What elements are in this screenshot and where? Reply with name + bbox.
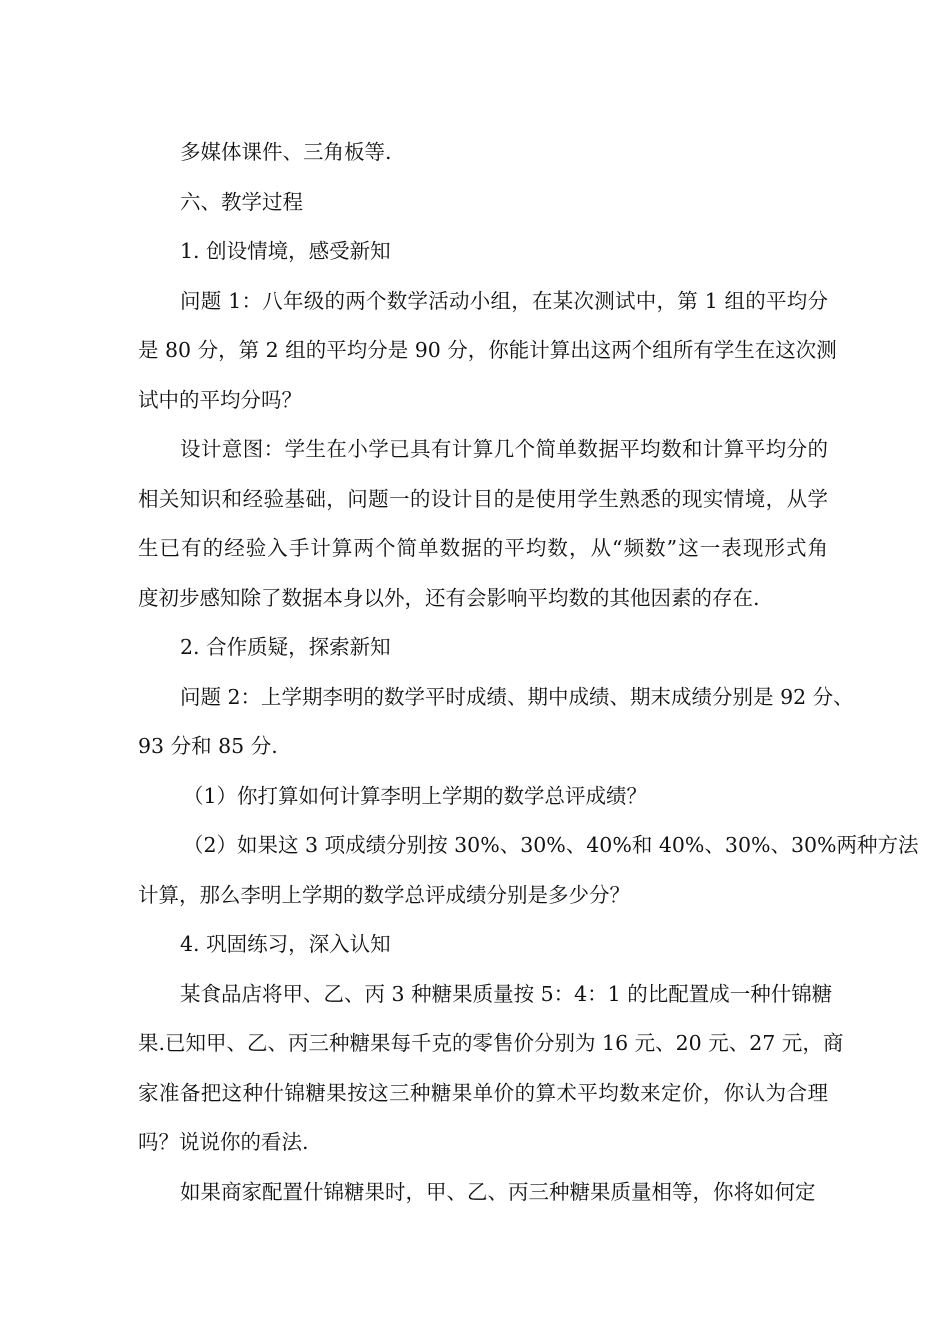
design-intent-line-2: 相关知识和经验基础，问题一的设计目的是使用学生熟悉的现实情境，从学: [138, 486, 828, 511]
subsection-heading-2: 2. 合作质疑，探索新知: [180, 635, 391, 659]
section-heading-teaching-process: 六、教学过程: [180, 189, 303, 214]
question-2-part-2-line-2: 计算，那么李明上学期的数学总评成绩分别是多少分？: [138, 882, 630, 907]
exercise-line-1: 某食品店将甲、乙、丙 3 种糖果质量按 5：4：1 的比配置成一种什锦糖: [180, 981, 833, 1006]
question-2-part-2-line-1: （2）如果这 3 项成绩分别按 30%、30%、40%和 40%、30%、30%两种方法: [183, 833, 919, 857]
exercise-line-3: 家准备把这种什锦糖果按这三种糖果单价的算术平均数来定价，你认为合理: [138, 1080, 828, 1105]
exercise-line-4: 吗？说说你的看法.: [138, 1130, 309, 1154]
question-2-line-1: 问题 2：上学期李明的数学平时成绩、期中成绩、期末成绩分别是 92 分、: [180, 684, 854, 709]
subsection-heading-4: 4. 巩固练习，深入认知: [180, 932, 391, 956]
question-2-part-1: （1）你打算如何计算李明上学期的数学总评成绩？: [183, 783, 648, 808]
design-intent-line-3: 生已有的经验入手计算两个简单数据的平均数，从“频数”这一表现形式角: [138, 536, 828, 560]
exercise-line-2: 果.已知甲、乙、丙三种糖果每千克的零售价分别为 16 元、20 元、27 元，商: [138, 1031, 844, 1055]
exercise-line-5: 如果商家配置什锦糖果时，甲、乙、丙三种糖果质量相等，你将如何定: [180, 1179, 816, 1204]
question-1-line-3: 试中的平均分吗？: [138, 387, 302, 412]
design-intent-line-4: 度初步感知除了数据本身以外，还有会影响平均数的其他因素的存在.: [138, 585, 760, 610]
question-2-line-2: 93 分和 85 分.: [138, 734, 278, 758]
question-1-line-2: 是 80 分，第 2 组的平均分是 90 分，你能计算出这两个组所有学生在这次测: [138, 338, 837, 362]
teaching-tools-line: 多媒体课件、三角板等.: [180, 140, 392, 164]
subsection-heading-1: 1. 创设情境，感受新知: [180, 239, 391, 263]
question-1-line-1: 问题 1：八年级的两个数学活动小组，在某次测试中，第 1 组的平均分: [180, 288, 828, 313]
design-intent-line-1: 设计意图：学生在小学已具有计算几个简单数据平均数和计算平均分的: [180, 437, 828, 461]
document-body: [138, 128, 919, 1217]
